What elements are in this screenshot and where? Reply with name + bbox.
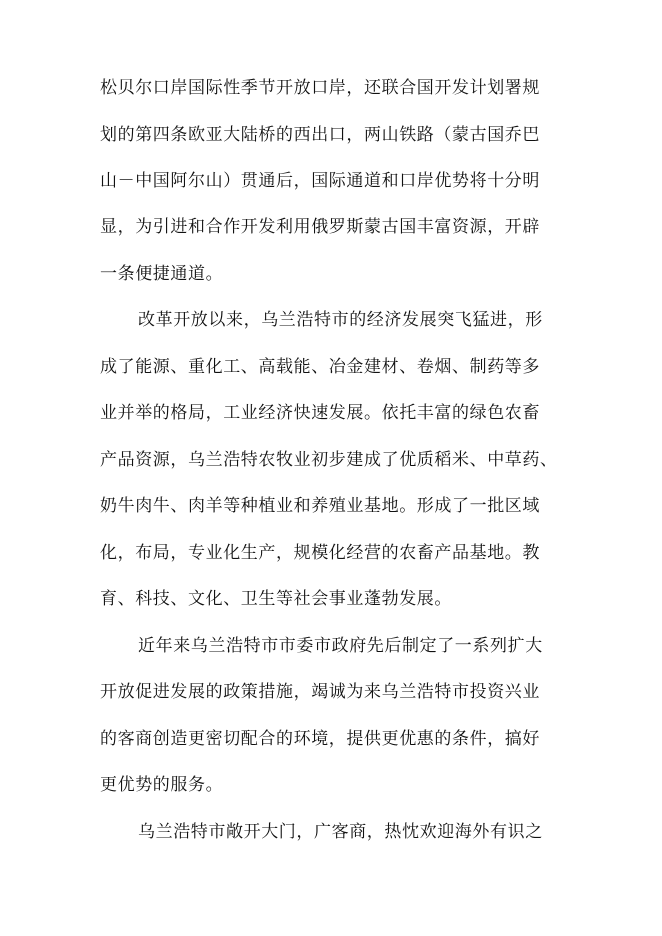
p1-line-5: 一条便捷通道。 xyxy=(100,264,224,284)
p3-line-4: 更优势的服务。 xyxy=(100,775,224,795)
p1-line-3: 山－中国阿尔山）贯通后，国际通道和口岸优势将十分明 xyxy=(100,171,540,191)
p2-line-4: 产品资源，乌兰浩特农牧业初步建成了优质稻米、中草药、 xyxy=(100,450,558,470)
p2-line-3: 业并举的格局，工业经济快速发展。依托丰富的绿色农畜 xyxy=(100,403,540,423)
p1-line-1: 松贝尔口岸国际性季节开放口岸，还联合国开发计划署规 xyxy=(100,78,540,98)
p2-line-1: 改革开放以来，乌兰浩特市的经济发展突飞猛进，形 xyxy=(138,310,543,330)
p2-line-5: 奶牛肉牛、肉羊等种植业和养殖业基地。形成了一批区域 xyxy=(100,496,540,516)
p4-line-1: 乌兰浩特市敞开大门，广客商，热忱欢迎海外有识之 xyxy=(138,822,543,842)
p2-line-7: 育、科技、文化、卫生等社会事业蓬勃发展。 xyxy=(100,589,452,609)
p2-line-6: 化，布局，专业化生产，规模化经营的农畜产品基地。教 xyxy=(100,543,540,563)
p3-line-2: 开放促进发展的政策措施，竭诚为来乌兰浩特市投资兴业 xyxy=(100,682,540,702)
p1-line-2: 划的第四条欧亚大陆桥的西出口，两山铁路（蒙古国乔巴 xyxy=(100,125,540,145)
p2-line-2: 成了能源、重化工、高载能、冶金建材、卷烟、制药等多 xyxy=(100,357,540,377)
p1-line-4: 显，为引进和合作开发利用俄罗斯蒙古国丰富资源，开辟 xyxy=(100,217,540,237)
p3-line-3: 的客商创造更密切配合的环境，提供更优惠的条件，搞好 xyxy=(100,729,540,749)
p3-line-1: 近年来乌兰浩特市市委市政府先后制定了一系列扩大 xyxy=(138,636,543,656)
